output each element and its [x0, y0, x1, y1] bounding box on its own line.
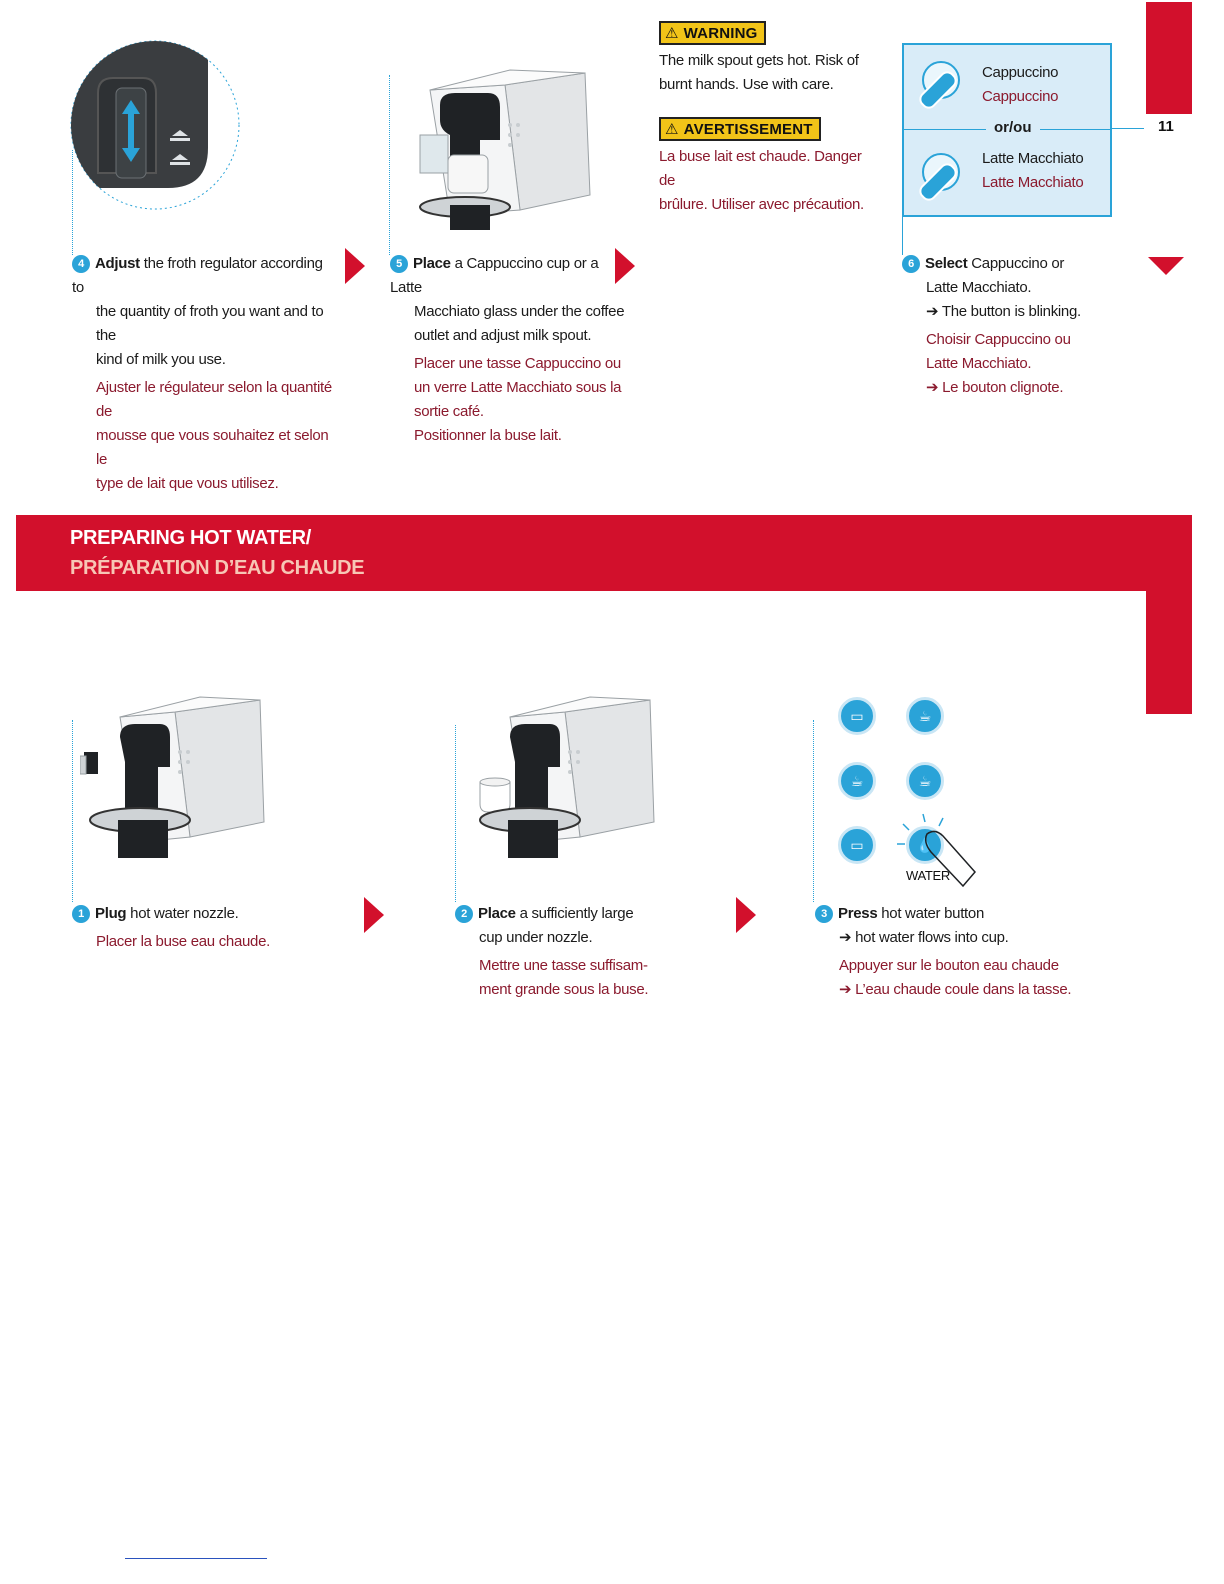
option-latte-fr: Latte Macchiato [982, 174, 1084, 191]
option-latte-en: Latte Macchiato [982, 150, 1084, 167]
water-button-label: WATER [906, 868, 950, 883]
warning-block: ⚠ WARNING The milk spout gets hot. Risk of burnt hands. Use with care. ⚠ AVERTISSEMENT La buse lait est chaude. Danger de brûlure. Utiliser avec précaution. [659, 21, 869, 217]
espresso-cup-button-icon: ☕ [906, 697, 944, 735]
warning-triangle-icon: ⚠ [665, 25, 679, 42]
ristretto-button-icon: ☕ [838, 762, 876, 800]
machine-with-cup-illustration [410, 65, 600, 235]
option-cappuccino-fr: Cappuccino [982, 88, 1059, 105]
panel-or-line-ext [1112, 128, 1144, 129]
option-cappuccino-en: Cappuccino [982, 64, 1059, 81]
step6-leader-line [902, 217, 903, 255]
page-tab-top [1146, 2, 1192, 114]
cup-button-icon: ▭ [838, 697, 876, 735]
step5-text: 5 Place a Cappuccino cup or a Latte Macchiato glass under the coffee outlet and adjust milk spout. Placer une tasse Cappuccino ou un verre Latte Macchiato sous la sortie café. Positionner la buse lait. [390, 255, 625, 444]
next-step-arrow-icon [736, 897, 756, 933]
next-page-arrow-icon [1148, 257, 1184, 275]
warning-label: ⚠ WARNING [659, 21, 766, 45]
froth-regulator-illustration [68, 38, 244, 214]
bottom-step2-number: 2 [455, 905, 473, 923]
machine-cup-illustration [470, 692, 660, 862]
next-step-arrow-icon [345, 248, 365, 284]
bottom-step3-verb: Press [838, 905, 878, 922]
step4-verb: Adjust [95, 255, 140, 272]
lungo-button-icon: ☕ [906, 762, 944, 800]
section-title-en: PREPARING HOT WATER/ [70, 527, 312, 549]
bottom-step2-leader-line [455, 725, 456, 902]
footer-rule [125, 1558, 267, 1559]
step4-text: 4 Adjust the froth regulator according to the quantity of froth you want and to the kind of milk you use. Ajuster le régulateur selon la quantité de mousse que vous souhaitez et selon le type de lait que vous utilisez. [72, 255, 332, 492]
step5-leader-line [389, 75, 390, 255]
glass-button-icon: ▭ [838, 826, 876, 864]
select-drink-panel [902, 43, 1112, 217]
page-number: 11 [1158, 118, 1174, 135]
bottom-step1-leader-line [72, 720, 73, 902]
step6-number: 6 [902, 255, 920, 273]
warning-triangle-icon: ⚠ [665, 121, 679, 138]
bottom-step3-leader-line [813, 720, 814, 902]
bottom-step2-text: 2 Place a sufficiently large cup under nozzle. Mettre une tasse suffisam- ment grande sous la buse. [455, 902, 695, 1002]
hot-water-button-icon[interactable]: 💧 [906, 826, 944, 864]
section-title [70, 523, 364, 583]
next-step-arrow-icon [364, 897, 384, 933]
bottom-step1-text: 1 Plug hot water nozzle. Placer la buse eau chaude. [72, 902, 332, 954]
next-step-arrow-icon [615, 248, 635, 284]
bottom-step3-number: 3 [815, 905, 833, 923]
step5-number: 5 [390, 255, 408, 273]
section-title-fr: PRÉPARATION D’EAU CHAUDE [70, 557, 365, 579]
bottom-step1-number: 1 [72, 905, 90, 923]
step6-verb: Select [925, 255, 968, 272]
bottom-step3-text: 3 Press hot water button ➔ hot water flows into cup. Appuyer sur le bouton eau chaude ➔ L’eau chaude coule dans la tasse. [815, 902, 1115, 1002]
step4-number: 4 [72, 255, 90, 273]
or-separator: or/ou [986, 119, 1040, 136]
avertissement-label: ⚠ AVERTISSEMENT [659, 117, 821, 141]
step6-text: 6 Select Cappuccino or Latte Macchiato. ➔ The button is blinking. Choisir Cappuccino ou Latte Macchiato. ➔ Le bouton clignote. [902, 252, 1132, 400]
step5-verb: Place [413, 255, 451, 272]
bottom-step2-verb: Place [478, 905, 516, 922]
section-tab-right [1146, 591, 1192, 714]
machine-nozzle-illustration [80, 692, 270, 862]
bottom-step1-verb: Plug [95, 905, 127, 922]
